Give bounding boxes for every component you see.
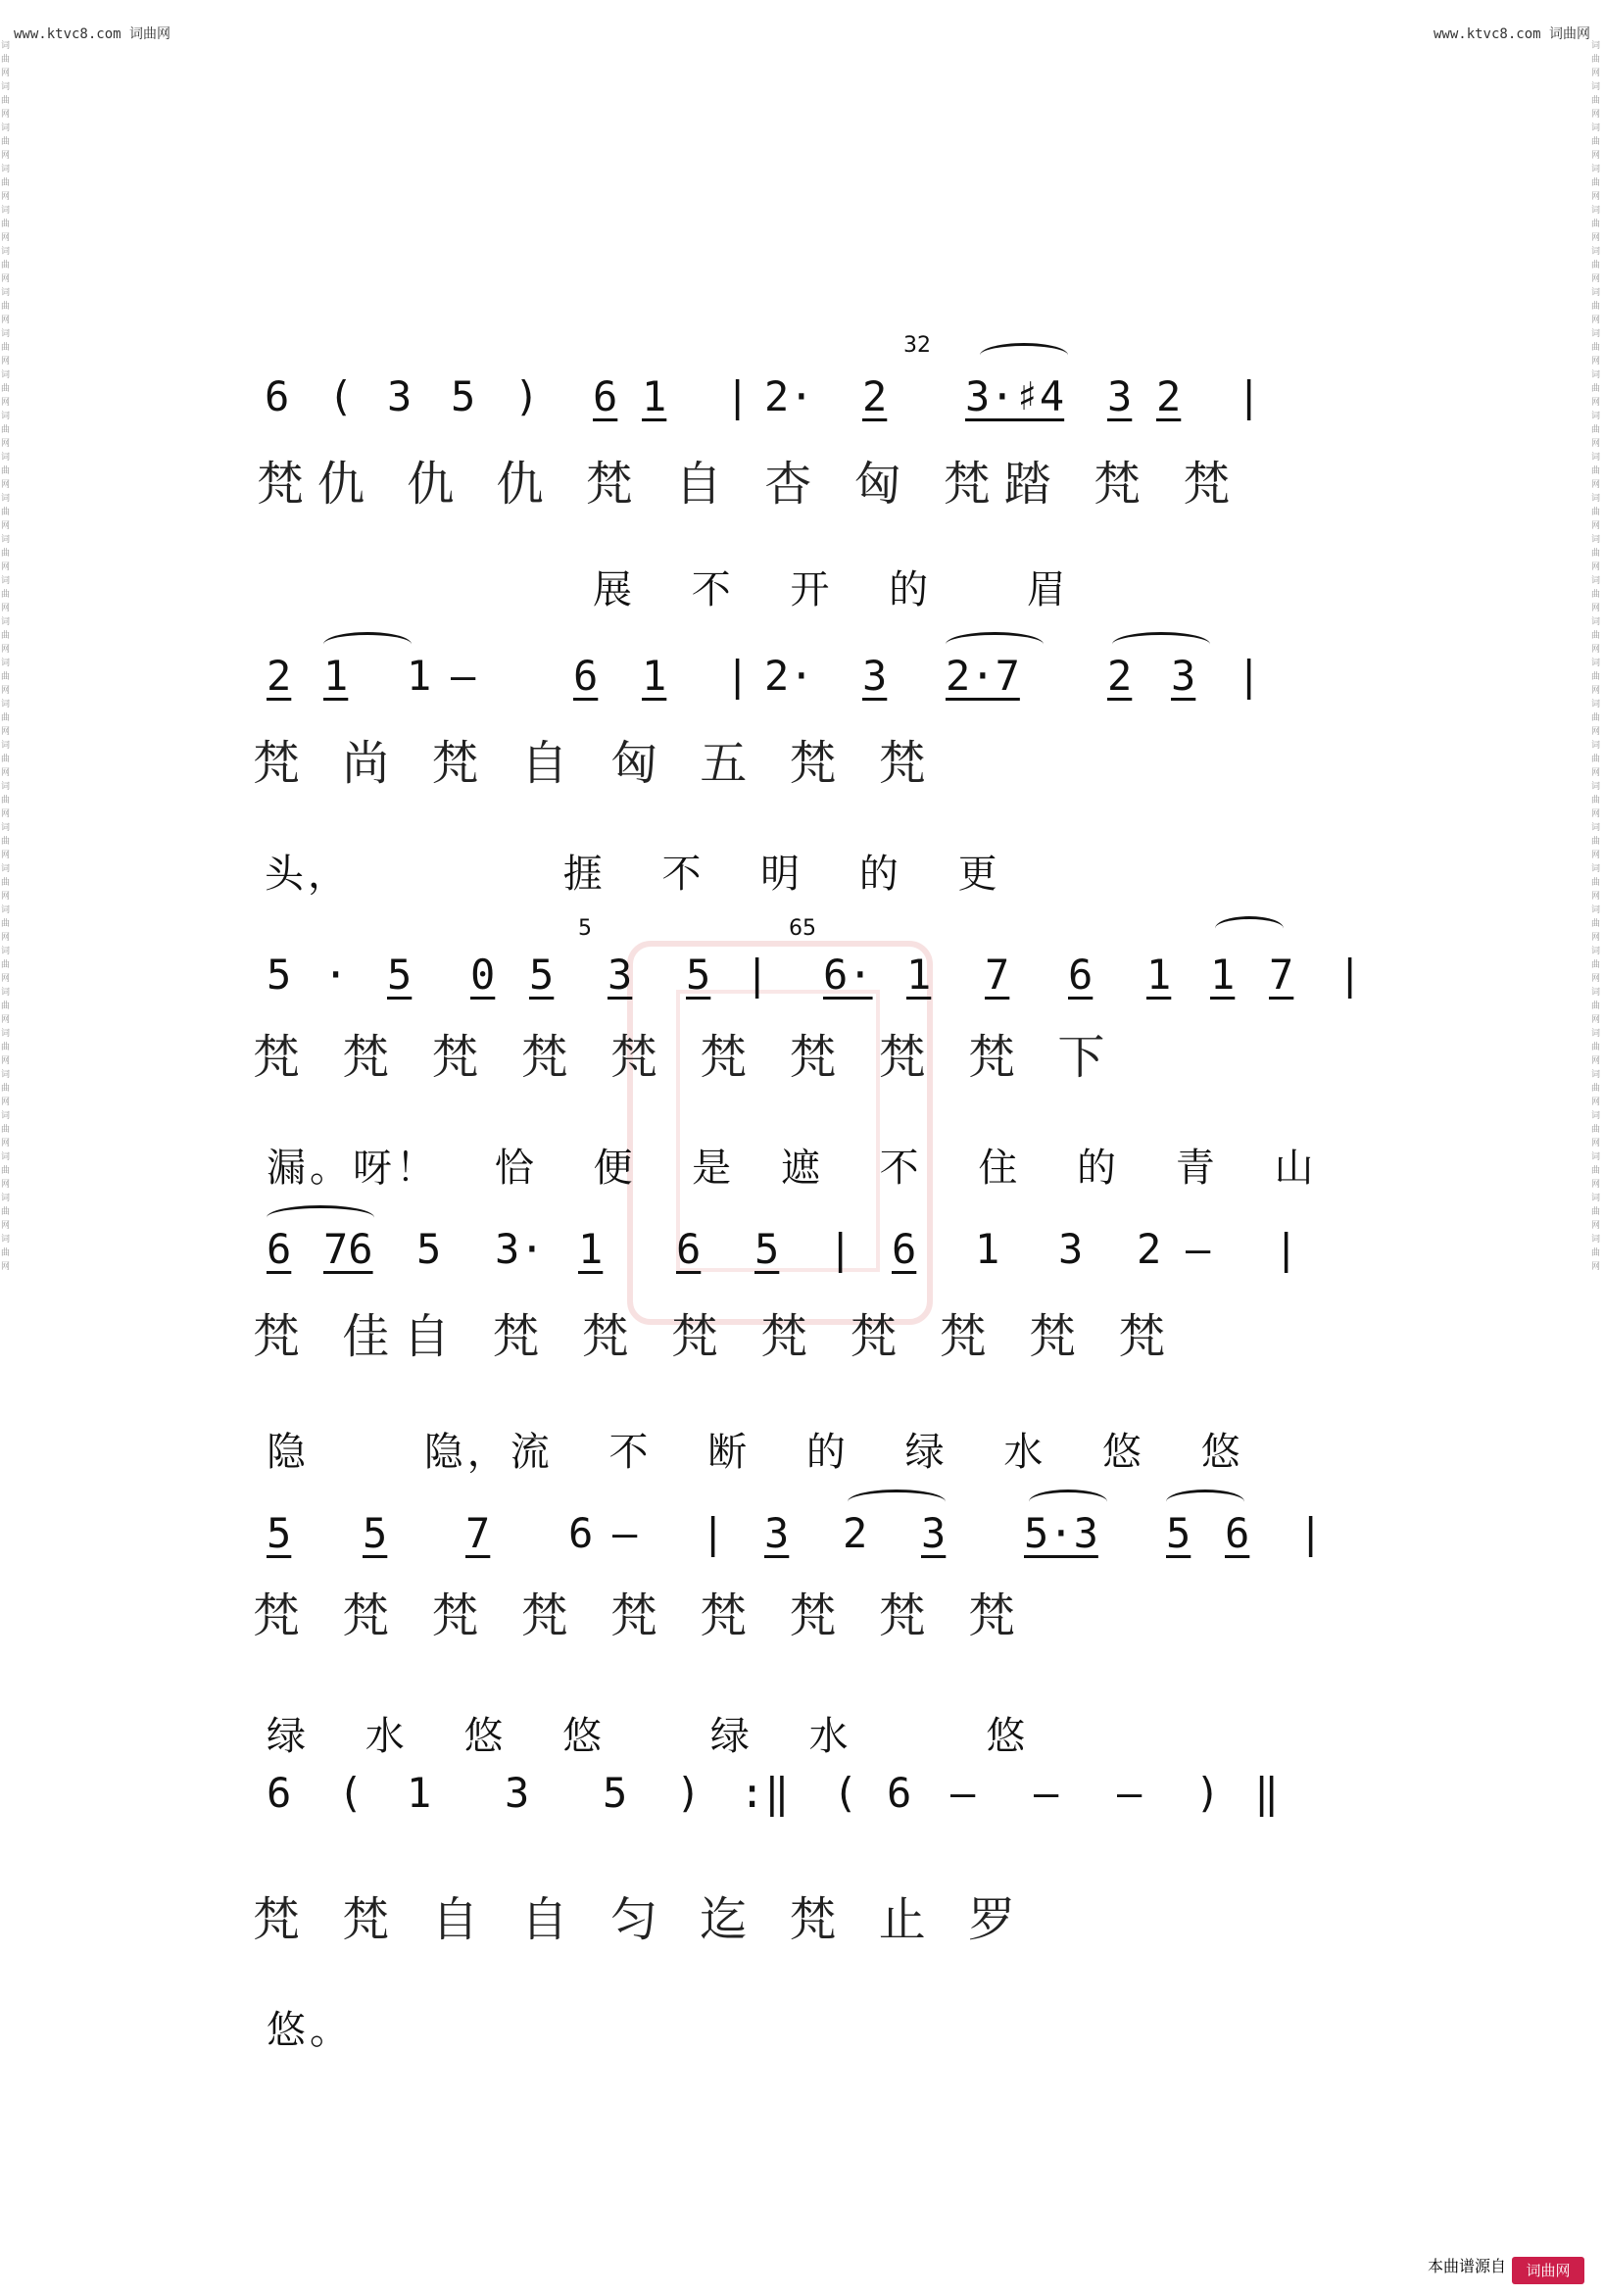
lyric: 住 (978, 1146, 1022, 1191)
footer-logo[interactable]: 词曲网 (1512, 2257, 1584, 2284)
lyrics-line (267, 1137, 1356, 1193)
note: 5 (267, 1509, 292, 1557)
lyric: 漏。呀！ (267, 1146, 439, 1191)
note: 1 (1146, 951, 1172, 999)
note: 7 (985, 951, 1010, 999)
tablature-line: 梵 佳自 梵 梵 梵 梵 梵 梵 梵 梵 (253, 1309, 1180, 1364)
lyric: 悠 (986, 1714, 1030, 1759)
note: 1 (578, 1225, 604, 1273)
lyric: 山 (1274, 1146, 1318, 1191)
final-barline: ‖ (1254, 1769, 1280, 1817)
note: 5 (686, 951, 711, 999)
lyric: 头， (265, 852, 351, 897)
note: 2· (764, 372, 814, 420)
footer-source-label: 本曲谱源自 (1427, 2257, 1506, 2275)
lyric: 的 (889, 567, 933, 612)
tablature-line: 梵 梵 梵 梵 梵 梵 梵 梵 梵 (253, 1588, 1030, 1643)
lyric: 绿 (267, 1714, 310, 1759)
paren: ( (833, 1769, 858, 1817)
note: 6 (887, 1769, 912, 1817)
lyric: 不 (661, 852, 705, 897)
note: 2 (862, 372, 888, 420)
note: 3 (1171, 652, 1196, 700)
note: 1 (323, 652, 349, 700)
note: 6 (568, 1509, 594, 1557)
lyric: 展 (593, 567, 636, 612)
lyric: 悠。 (267, 2008, 353, 2053)
tablature-line: 梵 梵 自 自 匀 迄 梵 止 罗 (253, 1892, 1030, 1947)
lyric: 的 (1077, 1146, 1121, 1191)
dash: — (950, 1769, 976, 1817)
note: 6 (676, 1225, 702, 1273)
lyric: 明 (760, 852, 804, 897)
grace-note: 65 (789, 916, 816, 941)
barline: | (1274, 1225, 1299, 1273)
note: 3 (505, 1769, 530, 1817)
lyric: 捱 (562, 852, 607, 897)
lyrics-line (267, 1421, 1284, 1477)
note: 6· (823, 951, 873, 999)
lyrics-line (593, 559, 1109, 614)
lyric: 是 (692, 1146, 736, 1191)
grace-note: 32 (903, 333, 931, 358)
note: 1 (407, 652, 432, 700)
lyrics-line (265, 843, 1041, 899)
lyric: 的 (858, 852, 902, 897)
lyric: 隐 (267, 1430, 310, 1475)
note: 7 (1269, 951, 1294, 999)
paren: ) (676, 1769, 702, 1817)
note: 7 (465, 1509, 491, 1557)
dash: — (451, 652, 476, 700)
tablature-line: 梵 梵 梵 梵 梵 梵 梵 梵 梵 下 (253, 1030, 1119, 1085)
note: 5 (754, 1225, 780, 1273)
note: 3·♯4 (965, 372, 1065, 420)
lyric: 眉 (1026, 567, 1070, 612)
note: 2 (1107, 652, 1133, 700)
note: 5 (416, 1225, 442, 1273)
barline: | (1237, 372, 1262, 420)
left-watermark-strip: 词曲网词曲网词曲网词曲网词曲网词曲网词曲网词曲网词曲网词曲网词曲网词曲网词曲网词曲网词曲网词曲网词曲网词曲网词曲网词曲网词曲网词曲网词曲网词曲网词曲网词曲网词曲网词曲网词曲网词曲网 (1, 41, 11, 1272)
lyric: 绿 (904, 1430, 948, 1475)
dot: · (323, 951, 349, 999)
lyric: 不 (879, 1146, 923, 1191)
lyric: 水 (808, 1714, 852, 1759)
note: 3· (495, 1225, 545, 1273)
note: 5 (529, 951, 555, 999)
note: 1 (642, 652, 667, 700)
note: 5 (267, 951, 292, 999)
lyric: 不 (691, 567, 735, 612)
note: 3 (862, 652, 888, 700)
note: 2·7 (946, 652, 1020, 700)
note: 3 (387, 372, 413, 420)
note: 1 (975, 1225, 1000, 1273)
paren: ( (338, 1769, 364, 1817)
lyric: 绿 (709, 1714, 753, 1759)
note: 6 (265, 372, 290, 420)
barline: | (701, 1509, 726, 1557)
note: 1 (642, 372, 667, 420)
note: 0 (470, 951, 496, 999)
note: 1 (906, 951, 932, 999)
lyric: 遮 (780, 1146, 824, 1191)
lyric: 悠 (562, 1714, 607, 1759)
note: 2· (764, 652, 814, 700)
note: 2 (843, 1509, 868, 1557)
barline: | (1337, 951, 1363, 999)
lyric: 水 (365, 1714, 409, 1759)
lyric: 青 (1175, 1146, 1219, 1191)
note: 1 (407, 1769, 432, 1817)
barline: | (1298, 1509, 1324, 1557)
paren: ) (1195, 1769, 1221, 1817)
barline: | (725, 372, 751, 420)
note: 2 (267, 652, 292, 700)
lyric: 断 (707, 1430, 752, 1475)
note: 1 (1210, 951, 1236, 999)
note: 5 (1166, 1509, 1191, 1557)
paren: ( (328, 372, 354, 420)
dash: — (1117, 1769, 1142, 1817)
lyric: 悠 (463, 1714, 508, 1759)
note: 5 (363, 1509, 388, 1557)
dash: — (1034, 1769, 1059, 1817)
note: 6 (593, 372, 618, 420)
lyrics-line (267, 1999, 392, 2055)
note: 2 (1156, 372, 1182, 420)
note: 5 (387, 951, 413, 999)
right-watermark-strip: 词曲网词曲网词曲网词曲网词曲网词曲网词曲网词曲网词曲网词曲网词曲网词曲网词曲网词曲网词曲网词曲网词曲网词曲网词曲网词曲网词曲网词曲网词曲网词曲网词曲网词曲网词曲网词曲网词曲网词曲网 (1591, 41, 1601, 1272)
note: 3 (764, 1509, 790, 1557)
tablature-line: 梵 尚 梵 自 匈 五 梵 梵 (253, 736, 940, 791)
note: 3 (1107, 372, 1133, 420)
note: 6 (267, 1769, 292, 1817)
note: 5·3 (1024, 1509, 1098, 1557)
note: 6 (573, 652, 599, 700)
note: 6 (1068, 951, 1094, 999)
note: 5 (603, 1769, 628, 1817)
note: 6 (267, 1225, 292, 1273)
lyric: 悠 (1102, 1430, 1146, 1475)
lyric: 的 (805, 1430, 850, 1475)
slur-arc (980, 343, 1068, 367)
header-right-url: www.ktvc8.com 词曲网 (1433, 26, 1590, 42)
note: 6 (892, 1225, 917, 1273)
barline: | (1237, 652, 1262, 700)
dash: — (612, 1509, 638, 1557)
repeat-end: :‖ (740, 1769, 790, 1817)
barline: | (745, 951, 770, 999)
header-left-url: www.ktvc8.com 词曲网 (14, 26, 171, 42)
lyrics-line (267, 1705, 1068, 1761)
note: 5 (451, 372, 476, 420)
slur-arc (1215, 916, 1284, 941)
tablature-line: 梵仇 仇 仇 梵 自 杏 匈 梵踏 梵 梵 (257, 457, 1244, 512)
lyric: 隐，流 (423, 1430, 554, 1475)
grace-note: 5 (578, 916, 592, 941)
note: 6 (1225, 1509, 1250, 1557)
lyric: 更 (957, 852, 1001, 897)
note: 2 (1137, 1225, 1162, 1273)
note: 3 (1058, 1225, 1084, 1273)
note: 3 (608, 951, 633, 999)
lyric: 便 (593, 1146, 637, 1191)
note: 3 (921, 1509, 947, 1557)
lyric: 不 (608, 1430, 653, 1475)
barline: | (725, 652, 751, 700)
lyric: 开 (790, 567, 834, 612)
note: 76 (323, 1225, 373, 1273)
barline: | (828, 1225, 853, 1273)
lyric: 悠 (1200, 1430, 1244, 1475)
dash: — (1186, 1225, 1211, 1273)
lyric: 水 (1003, 1430, 1047, 1475)
paren: ) (514, 372, 540, 420)
lyric: 恰 (494, 1146, 538, 1191)
